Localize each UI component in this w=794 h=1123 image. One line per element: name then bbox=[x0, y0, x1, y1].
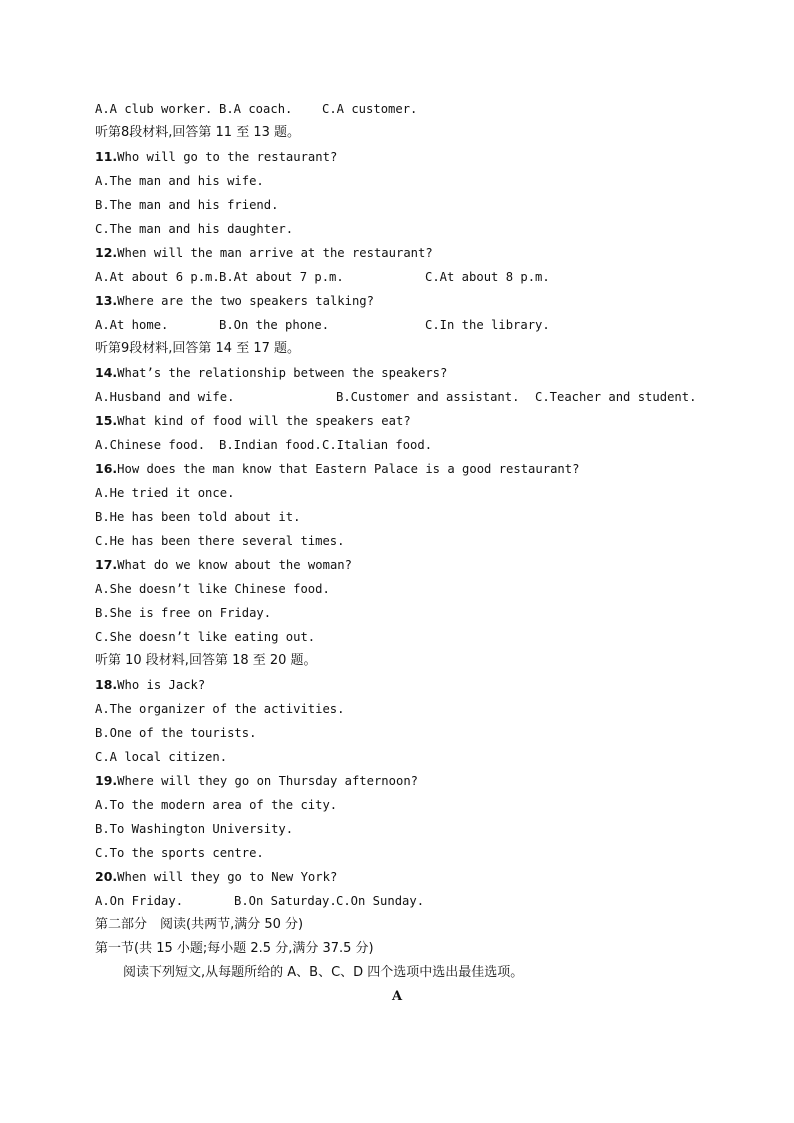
q14-option-b: B.Customer and assistant. bbox=[336, 390, 520, 404]
q20-options bbox=[95, 892, 735, 916]
q13-option-c: C.In the library. bbox=[425, 318, 550, 332]
question-number: 14. bbox=[95, 365, 118, 380]
question-17 bbox=[95, 556, 735, 580]
question-number: 11. bbox=[95, 149, 118, 164]
q10-options bbox=[95, 100, 735, 124]
q12-option-b: B.At about 7 p.m. bbox=[219, 270, 344, 284]
question-13 bbox=[95, 292, 735, 316]
question-15 bbox=[95, 412, 735, 436]
question-11 bbox=[95, 148, 735, 172]
question-text: Who will go to the restaurant? bbox=[117, 150, 338, 164]
q11-option-b: B.The man and his friend. bbox=[95, 198, 279, 212]
question-19 bbox=[95, 772, 735, 796]
question-16 bbox=[95, 460, 735, 484]
q14-options bbox=[95, 388, 735, 412]
part-2-heading: 第二部分 阅读(共两节,满分 50 分) bbox=[95, 917, 304, 932]
question-18 bbox=[95, 676, 735, 700]
question-14 bbox=[95, 364, 735, 388]
q12-option-c: C.At about 8 p.m. bbox=[425, 270, 550, 284]
q10-option-c: C.A customer. bbox=[322, 102, 418, 116]
q20-option-c: C.On Sunday. bbox=[336, 894, 425, 908]
question-text: What do we know about the woman? bbox=[117, 558, 352, 572]
q19-option-a: A.To the modern area of the city. bbox=[95, 798, 338, 812]
question-20 bbox=[95, 868, 735, 892]
question-number: 20. bbox=[95, 869, 118, 884]
q12-option-a: A.At about 6 p.m. bbox=[95, 270, 220, 284]
q14-option-c: C.Teacher and student. bbox=[535, 390, 697, 404]
q15-option-b: B.Indian food. bbox=[219, 438, 322, 452]
question-number: 17. bbox=[95, 557, 118, 572]
part-2-section-1-heading: 第一节(共 15 小题;每小题 2.5 分,满分 37.5 分) bbox=[95, 941, 374, 956]
q11-option-c: C.The man and his daughter. bbox=[95, 222, 294, 236]
q11-option-a: A.The man and his wife. bbox=[95, 174, 264, 188]
q18-option-b: B.One of the tourists. bbox=[95, 726, 257, 740]
question-text: Where are the two speakers talking? bbox=[117, 294, 374, 308]
q13-option-a: A.At home. bbox=[95, 318, 169, 332]
question-text: What’s the relationship between the speakers? bbox=[117, 366, 448, 380]
q15-options bbox=[95, 436, 735, 460]
q16-option-b: B.He has been told about it. bbox=[95, 510, 301, 524]
q14-option-a: A.Husband and wife. bbox=[95, 390, 235, 404]
q18-option-a: A.The organizer of the activities. bbox=[95, 702, 345, 716]
question-text: Who is Jack? bbox=[117, 678, 206, 692]
q15-option-a: A.Chinese food. bbox=[95, 438, 206, 452]
section-8-instruction: 听第8段材料,回答第 11 至 13 题。 bbox=[95, 125, 301, 140]
q17-option-b: B.She is free on Friday. bbox=[95, 606, 272, 620]
q20-option-b: B.On Saturday. bbox=[234, 894, 337, 908]
passage-label: A bbox=[391, 989, 403, 1004]
question-number: 16. bbox=[95, 461, 118, 476]
section-10-instruction: 听第 10 段材料,回答第 18 至 20 题。 bbox=[95, 653, 317, 668]
question-text: When will the man arrive at the restaurant? bbox=[117, 246, 433, 260]
question-number: 15. bbox=[95, 413, 118, 428]
q19-option-b: B.To Washington University. bbox=[95, 822, 294, 836]
question-text: What kind of food will the speakers eat? bbox=[117, 414, 411, 428]
question-number: 12. bbox=[95, 245, 118, 260]
question-number: 13. bbox=[95, 293, 118, 308]
q17-option-c: C.She doesn’t like eating out. bbox=[95, 630, 316, 644]
question-number: 19. bbox=[95, 773, 118, 788]
reading-instruction: 阅读下列短文,从每题所给的 A、B、C、D 四个选项中选出最佳选项。 bbox=[123, 965, 524, 980]
q13-options bbox=[95, 316, 735, 340]
q15-option-c: C.Italian food. bbox=[322, 438, 433, 452]
q20-option-a: A.On Friday. bbox=[95, 894, 184, 908]
q10-option-b: B.A coach. bbox=[219, 102, 293, 116]
q17-option-a: A.She doesn’t like Chinese food. bbox=[95, 582, 330, 596]
q19-option-c: C.To the sports centre. bbox=[95, 846, 264, 860]
q16-option-c: C.He has been there several times. bbox=[95, 534, 345, 548]
question-text: How does the man know that Eastern Palace is a good restaurant? bbox=[117, 462, 580, 476]
question-text: When will they go to New York? bbox=[117, 870, 338, 884]
q16-option-a: A.He tried it once. bbox=[95, 486, 235, 500]
q18-option-c: C.A local citizen. bbox=[95, 750, 228, 764]
exam-page bbox=[95, 100, 735, 1012]
q12-options bbox=[95, 268, 735, 292]
question-12 bbox=[95, 244, 735, 268]
section-9-instruction: 听第9段材料,回答第 14 至 17 题。 bbox=[95, 341, 301, 356]
question-text: Where will they go on Thursday afternoon? bbox=[117, 774, 418, 788]
q13-option-b: B.On the phone. bbox=[219, 318, 330, 332]
question-number: 18. bbox=[95, 677, 118, 692]
q10-option-a: A.A club worker. bbox=[95, 102, 213, 116]
